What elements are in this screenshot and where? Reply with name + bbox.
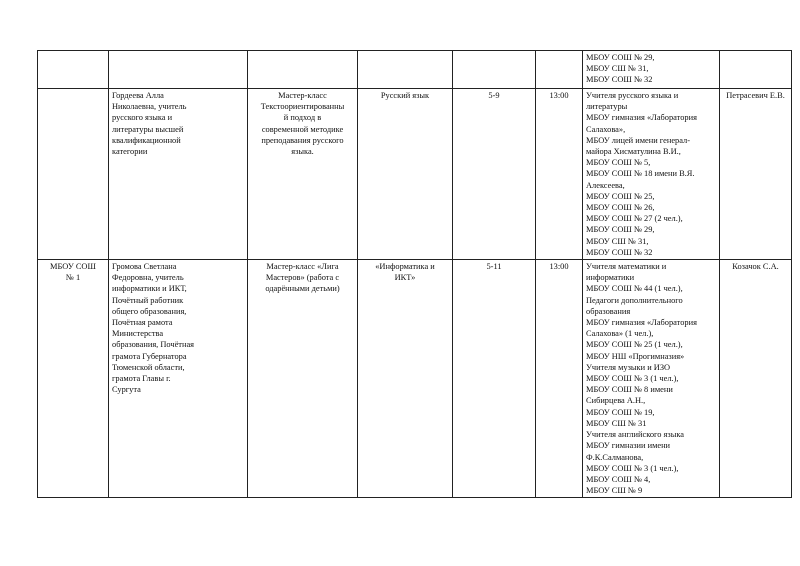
cell-text-line: МБОУ СОШ № 3 (1 чел.),	[586, 463, 679, 473]
cell-text-line: МБОУ гимназии имени	[586, 441, 671, 451]
cell-text-line: информатики	[586, 273, 635, 283]
cell-teacher	[109, 260, 248, 498]
cell-text-line: МБОУ СОШ № 32	[586, 247, 653, 257]
cell-text-line: МБОУ СШ № 31	[586, 418, 647, 428]
cell-event	[248, 260, 358, 498]
cell-grades	[453, 89, 536, 260]
cell-text-line: МБОУ СОШ № 29,	[586, 225, 655, 235]
cell-text-line: МБОУ СШ № 31,	[586, 236, 649, 246]
cell-text-line: квалификационной	[112, 135, 181, 145]
cell-text-line: МБОУ НШ «Прогимназия»	[586, 351, 685, 361]
cell-text-line: Гордеева Алла	[112, 91, 164, 100]
cell-text-line: Учителя музыки и ИЗО	[586, 362, 671, 372]
cell-text-line: Почётный работник	[112, 295, 184, 305]
cell-text-line: Тюменской области,	[112, 362, 185, 372]
cell-text-line: Сибирцева А.Н.,	[586, 396, 646, 406]
cell-text-line: МБОУ СОШ № 44 (1 чел.),	[586, 284, 683, 294]
cell-text-line: Мастер-класс «Лига	[266, 262, 339, 272]
cell-text-line: литературы высшей	[112, 124, 184, 134]
cell-text-line: Почётная рамота	[112, 318, 173, 328]
cell-text: 5-11	[486, 262, 502, 272]
cell-text-line: МБОУ СШ № 31,	[586, 64, 649, 74]
cell-text-line: Русский язык	[380, 91, 430, 100]
cell-text-line: информатики и ИКТ,	[112, 284, 187, 294]
cell-responsible	[720, 89, 792, 260]
cell-text-line: МБОУ СОШ № 27 (2 чел.),	[586, 214, 683, 224]
cell-time	[536, 260, 583, 498]
cell-participants	[583, 51, 720, 89]
cell-school	[38, 51, 109, 89]
cell-text-line: МБОУ СОШ № 25,	[586, 191, 655, 201]
schedule-table	[37, 50, 792, 498]
cell-text-line: МБОУ СШ № 9	[586, 486, 643, 496]
table-row	[38, 89, 792, 260]
cell-text-line: преподавания русского	[261, 135, 344, 145]
cell-responsible	[720, 260, 792, 498]
cell-text-line: Учителя русского языка и	[586, 91, 679, 100]
cell-responsible	[720, 51, 792, 89]
table-row	[38, 51, 792, 89]
cell-text-line: Николаевна, учитель	[112, 102, 187, 112]
cell-text-line: МБОУ СОШ № 5,	[586, 158, 651, 168]
cell-text-line: й подход в	[283, 113, 322, 123]
cell-text-line: МБОУ СОШ № 26,	[586, 203, 655, 213]
cell-text: Петрасевич Е.В.	[726, 91, 785, 100]
cell-text-line: МБОУ СОШ № 25 (1 чел.),	[586, 340, 683, 350]
cell-participants	[583, 89, 720, 260]
cell-text-line: МБОУ СОШ № 8 имени	[586, 385, 673, 395]
cell-text-line: МБОУ СОШ № 3 (1 чел.),	[586, 374, 679, 384]
cell-text: 5-9	[488, 91, 500, 100]
cell-teacher	[109, 51, 248, 89]
cell-text-line: МБОУ СОШ № 29,	[586, 53, 655, 62]
cell-event	[248, 51, 358, 89]
cell-text-line: Алексеева,	[586, 180, 625, 190]
cell-text-line: образования, Почётная	[112, 340, 195, 350]
cell-teacher	[109, 89, 248, 260]
cell-text-line: Федоровна, учитель	[112, 273, 184, 283]
cell-subject	[358, 89, 453, 260]
cell-text-line: МБОУ гимназия «Лаборатория	[586, 113, 697, 123]
cell-text-line: майора Хисматулина В.И.,	[586, 147, 681, 157]
cell-grades	[453, 260, 536, 498]
cell-time	[536, 89, 583, 260]
cell-text-line: одарёнными детьми)	[265, 284, 340, 294]
cell-text-line: грамота Губернатора	[112, 351, 187, 361]
cell-text-line: Мастеров» (работа с	[265, 273, 340, 283]
cell-text-line: современной методике	[261, 124, 344, 134]
cell-text: Козачок С.А.	[732, 262, 779, 272]
cell-text-line: Салахова» (1 чел.),	[586, 329, 654, 339]
cell-text-line: Учителя математики и	[586, 262, 667, 272]
cell-text-line: Министерства	[112, 329, 164, 339]
cell-text-line: литературы	[586, 102, 628, 112]
cell-text-line: общего образования,	[112, 306, 187, 316]
cell-text-line: Мастер-класс	[278, 91, 327, 100]
cell-time	[536, 51, 583, 89]
cell-text-line: языка.	[291, 147, 314, 157]
cell-subject	[358, 260, 453, 498]
cell-event	[248, 89, 358, 260]
cell-school	[38, 89, 109, 260]
cell-text-line: МБОУ СОШ № 32	[586, 75, 653, 85]
cell-text-line: МБОУ СОШ № 4,	[586, 474, 651, 484]
cell-text-line: МБОУ лицей имени генерал-	[586, 135, 690, 145]
cell-text-line: Педагоги дополнительного	[586, 295, 683, 305]
cell-text-line: № 1	[65, 273, 81, 283]
cell-text: 13:00	[549, 91, 569, 100]
cell-text-line: Ф.К.Салманова,	[586, 452, 644, 462]
cell-text-line: Учителя английского языка	[586, 430, 684, 440]
cell-text-line: Громова Светлана	[112, 262, 177, 272]
cell-text-line: МБОУ СОШ	[50, 262, 96, 272]
cell-text-line: русского языка и	[112, 113, 173, 123]
cell-text-line: МБОУ гимназия «Лаборатория	[586, 318, 697, 328]
cell-text-line: Текстоориентированны	[260, 102, 345, 112]
cell-grades	[453, 51, 536, 89]
cell-text-line: МБОУ СОШ № 19,	[586, 407, 655, 417]
cell-text-line: МБОУ СОШ № 18 имени В.Я.	[586, 169, 695, 179]
cell-text-line: грамота Главы г.	[112, 374, 171, 384]
cell-text-line: Сургута	[112, 385, 141, 395]
cell-text-line: «Информатика и	[375, 262, 435, 272]
cell-text-line: Салахова»,	[586, 124, 626, 134]
cell-text: 13:00	[549, 262, 569, 272]
cell-text-line: образования	[586, 306, 631, 316]
cell-subject	[358, 51, 453, 89]
table-row	[38, 260, 792, 498]
cell-text-line: категории	[112, 147, 148, 157]
cell-participants	[583, 260, 720, 498]
cell-text-line: ИКТ»	[394, 273, 416, 283]
cell-school	[38, 260, 109, 498]
